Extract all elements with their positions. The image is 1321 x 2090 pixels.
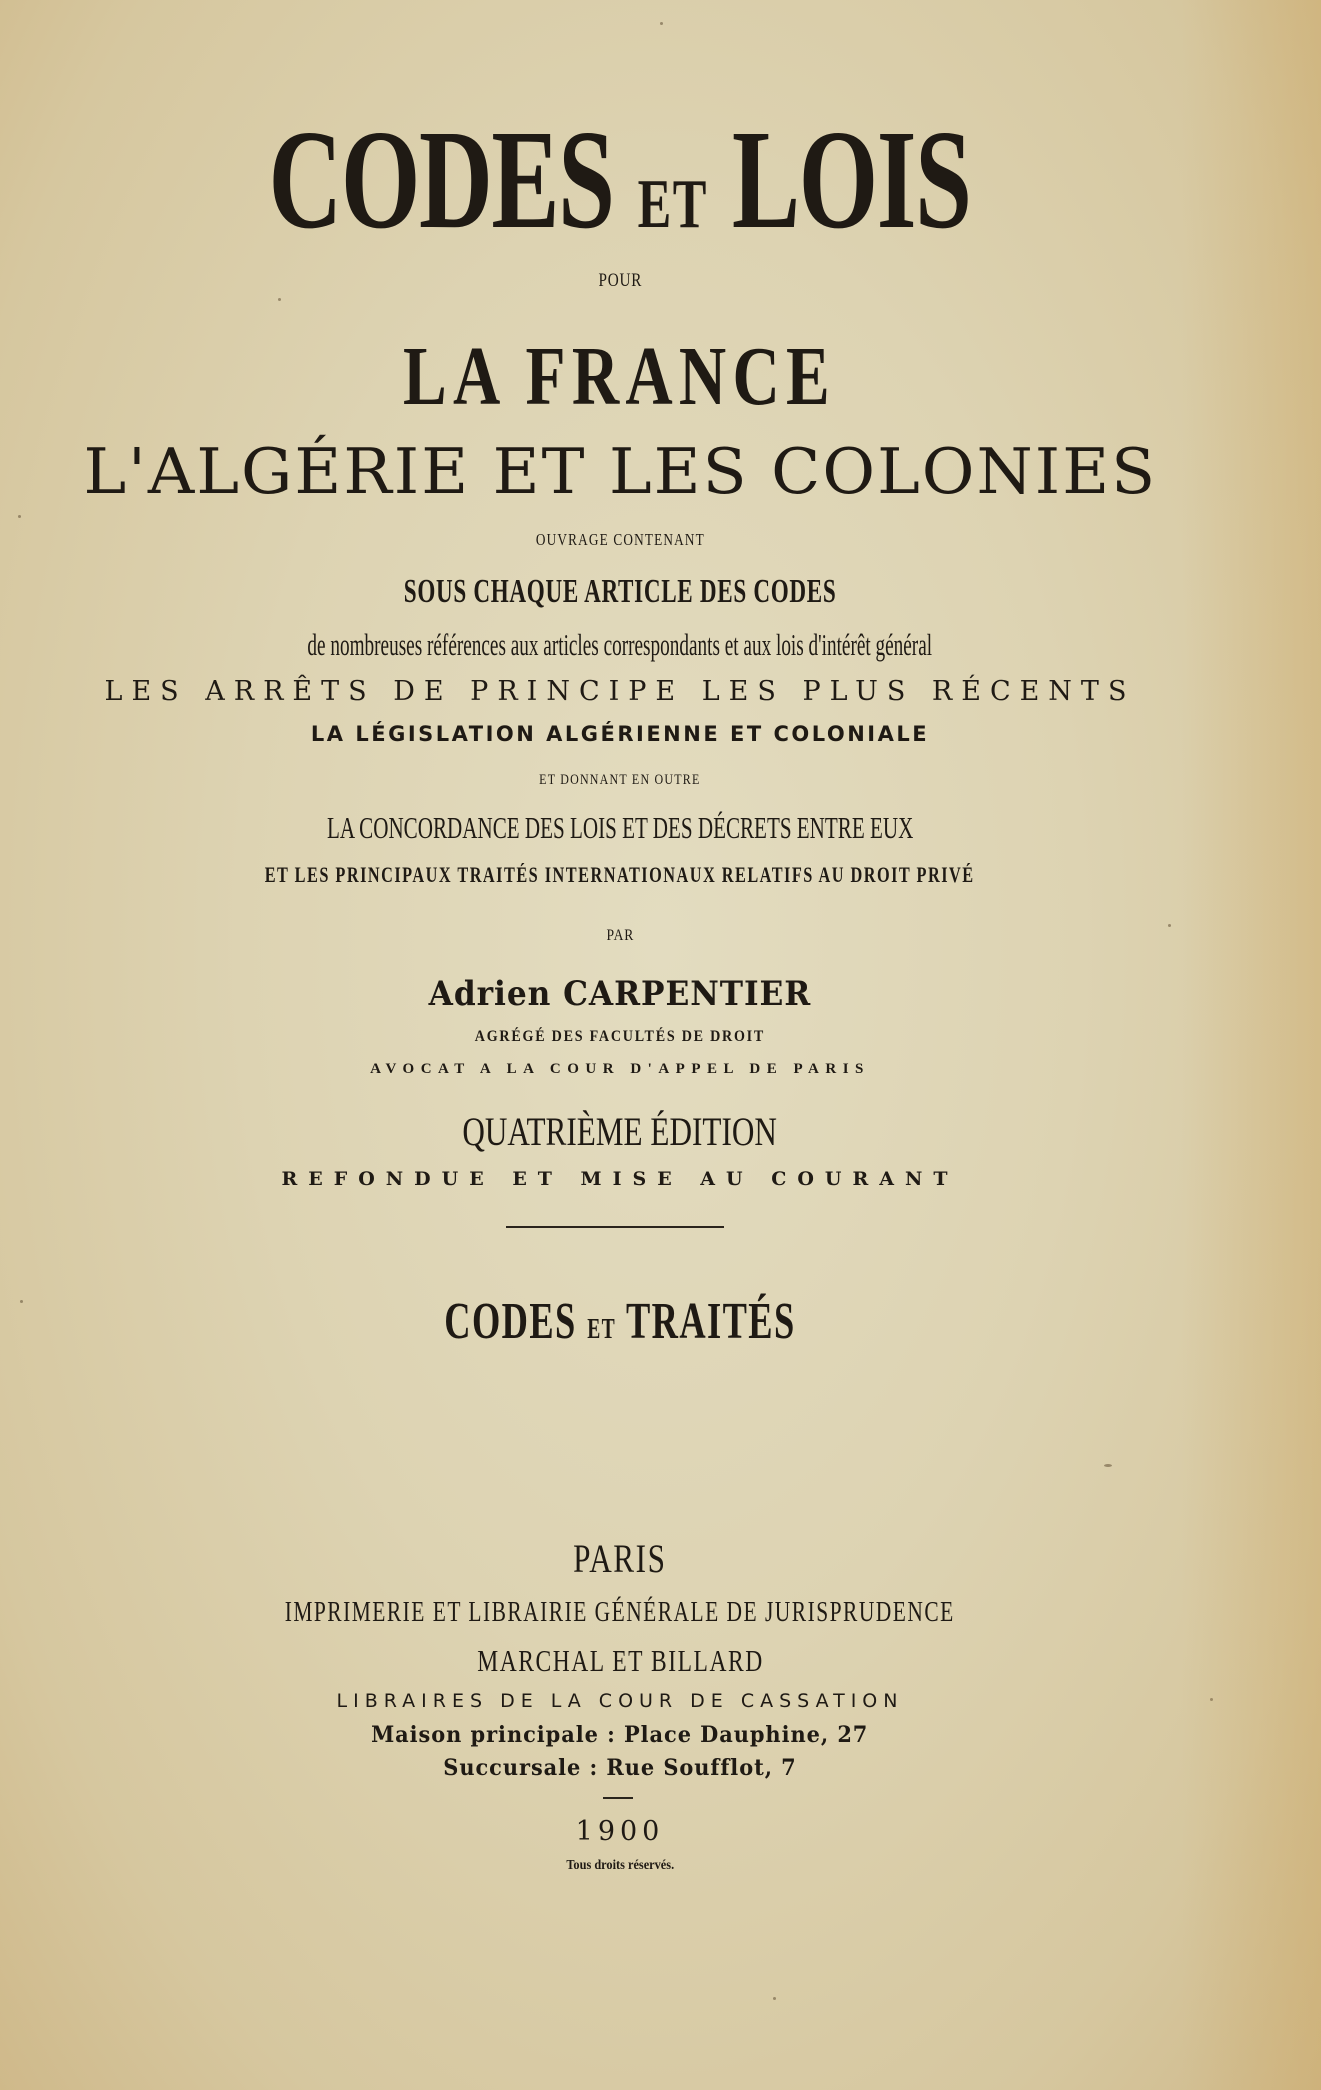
- author-title-agrege: AGRÉGÉ DES FACULTÉS DE DROIT: [474, 1028, 766, 1045]
- publisher-main-house: Maison principale : Place Dauphine, 27: [371, 1722, 869, 1748]
- concordance-line: LA CONCORDANCE DES LOIS ET DES DÉCRETS ENTRE EUX: [326, 810, 914, 845]
- legislation-line: LA LÉGISLATION ALGÉRIENNE ET COLONIALE: [310, 722, 930, 746]
- rights-notice: Tous droits réservés.: [566, 1858, 674, 1873]
- main-title-lois: LOIS: [732, 100, 972, 258]
- donnant-en-outre-label: ET DONNANT EN OUTRE: [539, 772, 701, 788]
- paper-speck: [18, 515, 21, 518]
- algerie-colonies-heading: L'ALGÉRIE ET LES COLONIES: [83, 435, 1157, 508]
- la-france-heading: LA FRANCE: [403, 330, 837, 423]
- volume-title-codes: CODES: [444, 1293, 577, 1350]
- arrets-line: LES ARRÊTS DE PRINCIPE LES PLUS RÉCENTS: [104, 676, 1136, 707]
- short-dash-divider: [603, 1797, 633, 1799]
- publisher-firm: MARCHAL ET BILLARD: [476, 1643, 764, 1678]
- edition-subtitle: REFONDUE ET MISE AU COURANT: [281, 1168, 959, 1190]
- publisher-branch: Succursale : Rue Soufflot, 7: [443, 1755, 797, 1781]
- par-label: PAR: [606, 927, 634, 944]
- paper-speck: [1104, 1464, 1112, 1467]
- ouvrage-contenant-label: OUVRAGE CONTENANT: [535, 530, 705, 549]
- traites-internationaux-line: ET LES PRINCIPAUX TRAITÉS INTERNATIONAUX RELATIFS AU DROIT PRIVÉ: [265, 862, 975, 887]
- author-name: Adrien CARPENTIER: [428, 974, 812, 1014]
- main-title-codes: CODES: [268, 100, 615, 258]
- main-title-et: ET: [638, 166, 709, 243]
- pour-label: POUR: [598, 270, 642, 291]
- references-line: de nombreuses références aux articles correspondants et aux lois d'intérêt général: [307, 627, 933, 662]
- volume-title-et: ET: [587, 1314, 617, 1345]
- paper-speck: [1210, 1698, 1213, 1701]
- paper-speck: [1168, 924, 1171, 927]
- publication-year: 1900: [575, 1816, 665, 1847]
- publisher-role: LIBRAIRES DE LA COUR DE CASSATION: [336, 1690, 904, 1712]
- divider-rule: [506, 1226, 724, 1228]
- volume-title-traites: TRAITÉS: [626, 1293, 796, 1350]
- publisher-name: IMPRIMERIE ET LIBRAIRIE GÉNÉRALE DE JURISPRUDENCE: [284, 1596, 956, 1628]
- paper-speck: [660, 22, 663, 25]
- volume-title: [0, 1292, 1240, 1351]
- paper-speck: [773, 1997, 776, 2000]
- main-title: [0, 100, 1240, 258]
- sous-chaque-article-line: SOUS CHAQUE ARTICLE DES CODES: [403, 573, 837, 610]
- paper-speck: [278, 298, 281, 301]
- edition-label: QUATRIÈME ÉDITION: [462, 1109, 778, 1154]
- author-title-avocat: AVOCAT A LA COUR D'APPEL DE PARIS: [370, 1061, 870, 1077]
- publisher-city: PARIS: [573, 1536, 667, 1581]
- paper-speck: [20, 1300, 23, 1303]
